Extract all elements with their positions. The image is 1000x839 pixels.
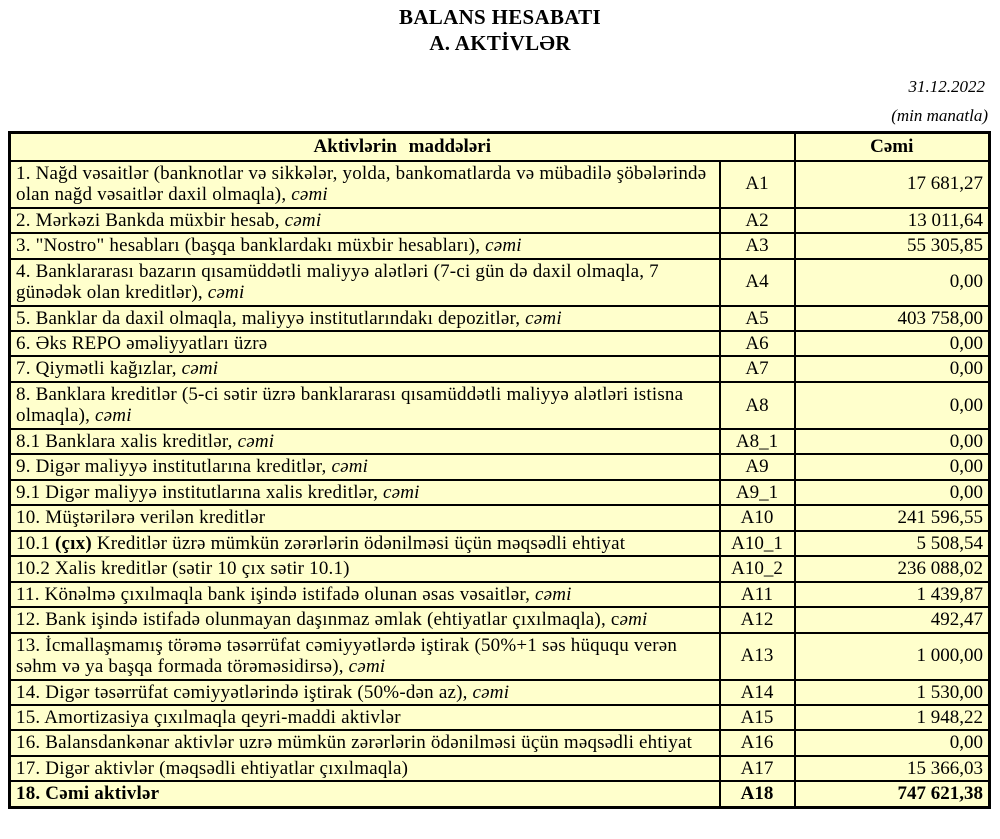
row-item-label: 2. Mərkəzi Bankda müxbir hesab, cəmi [10,208,720,233]
row-value: 236 088,02 [795,556,990,581]
report-date: 31.12.2022 [908,77,985,97]
row-item-label: 12. Bank işində istifadə olunmayan daşınmaz əmlak (ehtiyatlar çıxılmaqla), cəmi [10,607,720,632]
row-item-label: 10.2 Xalis kreditlər (sətir 10 çıx sətir 10.1) [10,556,720,581]
row-value: 0,00 [795,429,990,454]
row-item-label: 17. Digər aktivlər (məqsədli ehtiyatlar çıxılmaqla) [10,756,720,781]
currency-unit-note: (min manatla) [891,106,988,126]
row-item-label: 10. Müştərilərə verilən kreditlər [10,505,720,530]
row-value: 0,00 [795,356,990,381]
row-code: A16 [720,730,795,755]
row-code: A13 [720,633,795,680]
row-code: A18 [720,781,795,807]
row-value: 0,00 [795,480,990,505]
row-item-label: 9. Digər maliyyə institutlarına kreditlər, cəmi [10,454,720,479]
row-value: 1 948,22 [795,705,990,730]
row-item-label: 16. Balansdankənar aktivlər uzrə mümkün zərərlərin ödənilməsi üçün məqsədli ehtiyat [10,730,720,755]
row-item-label: 13. İcmallaşmamış törəmə təsərrüfat cəmiyyətlərdə iştirak (50%+1 səs hüququ verən səhm və ya başqa formada törəməsidirsə), cəmi [10,633,720,680]
table-row [10,531,990,556]
row-value: 747 621,38 [795,781,990,807]
table-row [10,331,990,356]
row-code: A10_1 [720,531,795,556]
table-row [10,730,990,755]
row-item-label: 8. Banklara kreditlər (5-ci sətir üzrə banklararası qısamüddətli maliyyə alətləri istisna olmaqla), cəmi [10,382,720,429]
table-row [10,705,990,730]
row-item-label: 4. Banklararası bazarın qısamüddətli maliyyə alətləri (7-ci gün də daxil olmaqla, 7 günədək olan kreditlər), cəmi [10,259,720,306]
row-value: 0,00 [795,331,990,356]
row-value: 55 305,85 [795,233,990,258]
table-row [10,382,990,429]
row-value: 0,00 [795,382,990,429]
title-block [0,0,1000,56]
row-item-label: 9.1 Digər maliyyə institutlarına xalis kreditlər, cəmi [10,480,720,505]
column-header-total: Cəmi [795,133,990,161]
table-row [10,480,990,505]
row-value: 15 366,03 [795,756,990,781]
table-row [10,556,990,581]
row-item-label: 11. Könəlmə çıxılmaqla bank işində istifadə olunan əsas vəsaitlər, cəmi [10,582,720,607]
table-row [10,756,990,781]
row-code: A1 [720,161,795,208]
table-body [10,161,990,808]
row-code: A6 [720,331,795,356]
table-header-row [10,133,990,161]
row-item-label: 7. Qiymətli kağızlar, cəmi [10,356,720,381]
row-value: 1 530,00 [795,680,990,705]
row-item-label: 1. Nağd vəsaitlər (banknotlar və sikkələr, yolda, bankomatlarda və mübadilə şöbələrində olan nağd vəsaitlər daxil olmaqla), cəmi [10,161,720,208]
row-item-label: 14. Digər təsərrüfat cəmiyyətlərində iştirak (50%-dən az), cəmi [10,680,720,705]
row-value: 0,00 [795,454,990,479]
row-item-label: 15. Amortizasiya çıxılmaqla qeyri-maddi aktivlər [10,705,720,730]
row-item-label: 10.1 (çıx) Kreditlər üzrə mümkün zərərlərin ödənilməsi üçün məqsədli ehtiyat [10,531,720,556]
column-header-items: Aktivlərin maddələri [10,133,795,161]
table-row [10,680,990,705]
row-code: A4 [720,259,795,306]
row-code: A12 [720,607,795,632]
assets-table [8,131,991,809]
row-code: A10 [720,505,795,530]
table-row [10,454,990,479]
row-code: A2 [720,208,795,233]
table-row [10,161,990,208]
row-item-label: 18. Cəmi aktivlər [10,781,720,807]
row-code: A15 [720,705,795,730]
row-code: A11 [720,582,795,607]
row-code: A10_2 [720,556,795,581]
row-code: A9_1 [720,480,795,505]
row-item-label: 3. "Nostro" hesabları (başqa banklardakı müxbir hesabları), cəmi [10,233,720,258]
table-row [10,633,990,680]
table-row [10,781,990,807]
row-value: 13 011,64 [795,208,990,233]
row-value: 5 508,54 [795,531,990,556]
table-row [10,306,990,331]
document-subtitle: A. AKTİVLƏR [429,30,571,55]
row-code: A14 [720,680,795,705]
row-value: 17 681,27 [795,161,990,208]
row-value: 1 000,00 [795,633,990,680]
row-value: 0,00 [795,730,990,755]
row-value: 241 596,55 [795,505,990,530]
table-row [10,607,990,632]
row-item-label: 8.1 Banklara xalis kreditlər, cəmi [10,429,720,454]
row-code: A8 [720,382,795,429]
table-row [10,356,990,381]
row-value: 0,00 [795,259,990,306]
table-row [10,582,990,607]
table-row [10,208,990,233]
table-row [10,259,990,306]
table-row [10,505,990,530]
row-code: A3 [720,233,795,258]
table-row [10,233,990,258]
row-value: 403 758,00 [795,306,990,331]
row-code: A9 [720,454,795,479]
row-code: A8_1 [720,429,795,454]
row-value: 1 439,87 [795,582,990,607]
table-row [10,429,990,454]
row-item-label: 6. Əks REPO əməliyyatları üzrə [10,331,720,356]
row-item-label: 5. Banklar da daxil olmaqla, maliyyə institutlarındakı depozitlər, cəmi [10,306,720,331]
row-value: 492,47 [795,607,990,632]
document-title: BALANS HESABATI [399,5,601,29]
row-code: A17 [720,756,795,781]
row-code: A7 [720,356,795,381]
row-code: A5 [720,306,795,331]
